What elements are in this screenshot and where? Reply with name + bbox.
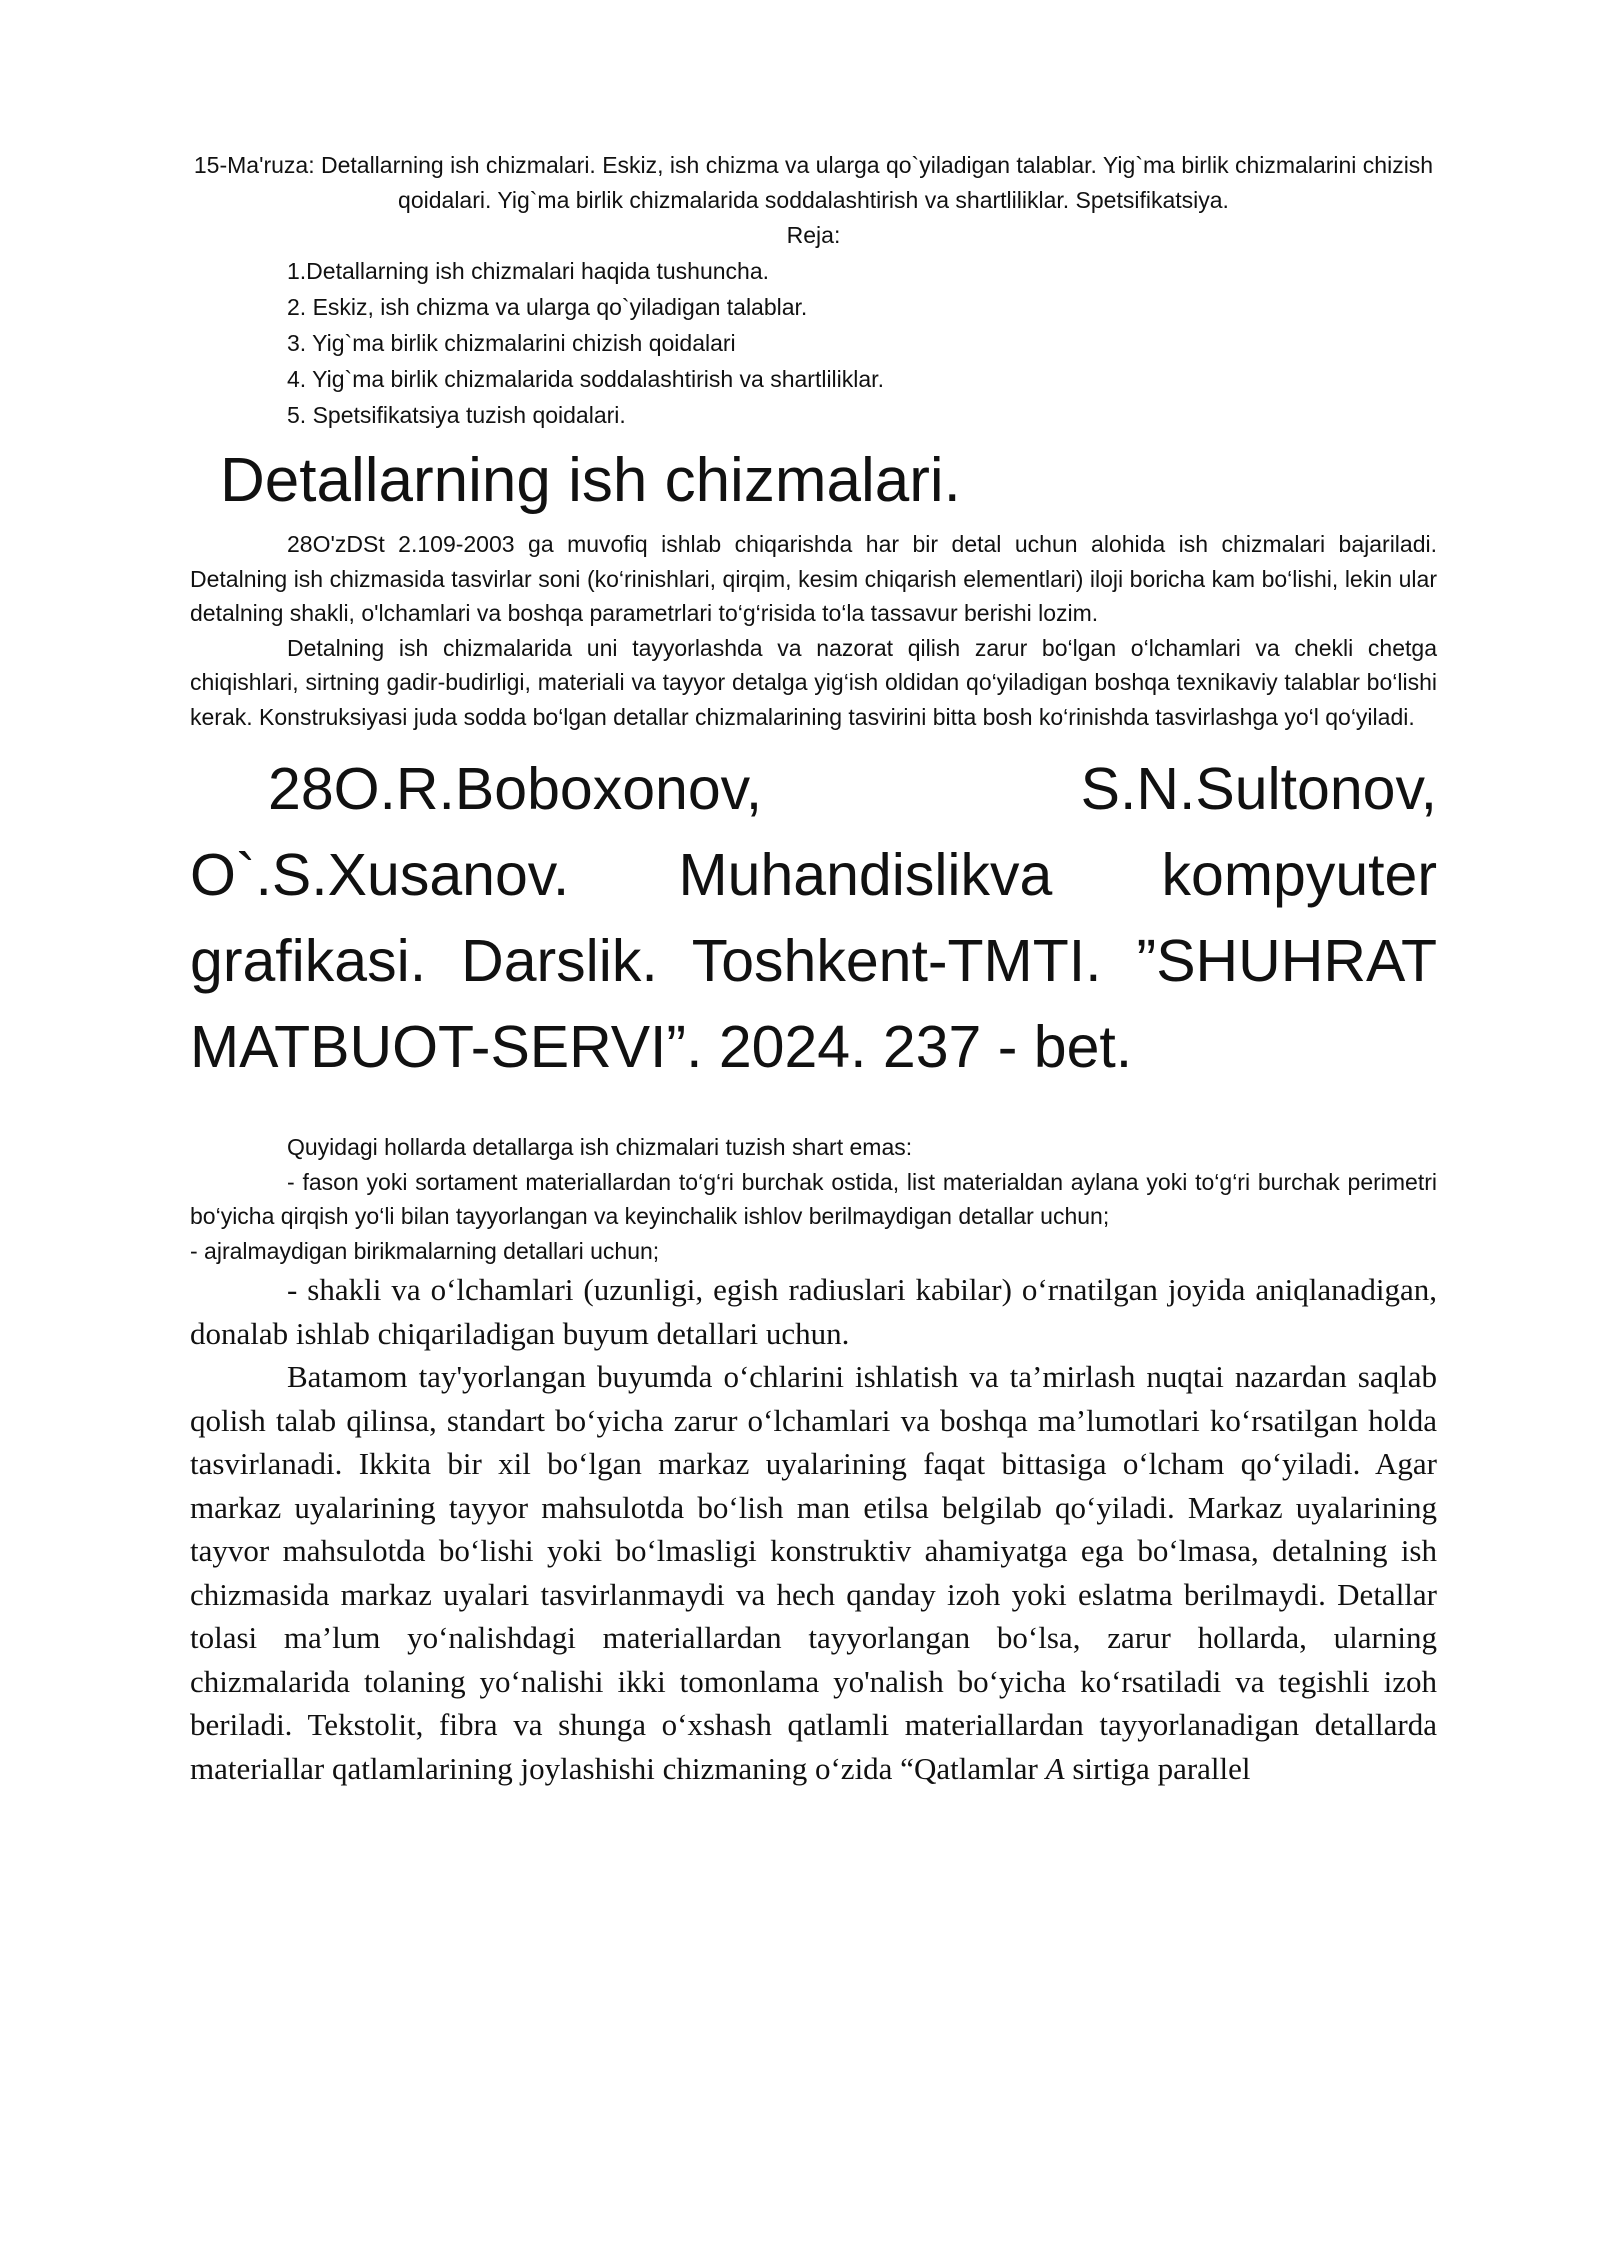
plan-item: 5. Spetsifikatsiya tuzish qoidalari. [287, 402, 626, 428]
reference-footnote: 28O.R.Boboxonov, S.N.Sultonov, O`.S.Xusanov. Muhandislikva kompyuter grafikasi. Darslik. Toshkent-TMTI. ”SHUHRAT MATBUOT-SERVI”. 2024. 237 - bet. [190, 756, 1437, 1080]
plan-heading: Reja: [786, 222, 841, 248]
plan-item: 1.Detallarning ish chizmalari haqida tushuncha. [287, 258, 770, 284]
paragraph-finished-product [190, 1355, 1437, 1790]
document-page [190, 148, 1437, 1790]
paragraph-standard: 28O'zDSt 2.109-2003 ga muvofiq ishlab chiqarishda har bir detal uchun alohida ish chizmalari bajariladi. Detalning ish chizmasida tasvirlar soni (ko‘rinishlari, qirqim, kesim chiqarish elementlari) iloji boricha kam bo‘lishi, lekin ular detalning shakli, o'lchamlari va boshqa parametrlari to‘g‘risida to‘la tassavur berishi lozim. [190, 531, 1437, 626]
plan-item: 4. Yig`ma birlik chizmalarida soddalashtirish va shartliliklar. [287, 366, 884, 392]
paragraph-text-end: sirtiga parallel [1072, 1750, 1251, 1786]
paragraph-requirements: Detalning ish chizmalarida uni tayyorlashda va nazorat qilish zarur bo‘lgan o‘lchamlari va chekli chetga chiqishlari, sirtning gadir-budirligi, materiali va tayyor detalga yig‘ish oldidan qo‘yiladigan boshqa texnikaviy talablar bo‘lishi kerak. Konstruksiyasi juda sodda bo‘lgan detallar chizmalarining tasvirini bitta bosh ko‘rinishda tasvirlashga yo‘l qo‘yiladi. [190, 634, 1437, 730]
plan-item: 3. Yig`ma birlik chizmalarini chizish qoidalari [287, 330, 736, 356]
plan-list [190, 253, 1437, 433]
section-heading: Detallarning ish chizmalari. [220, 446, 961, 515]
lecture-title: 15-Ma'ruza: Detallarning ish chizmalari. Eskiz, ish chizma va ularga qo`yiladigan talablar. Yig`ma birlik chizmalarini chizish qoidalari. Yig`ma birlik chizmalarida soddalashtirish va shartliliklar. Spetsifikatsiya. [193, 152, 1434, 213]
plan-item: 2. Eskiz, ish chizma va ularga qo`yiladigan talablar. [287, 294, 808, 320]
paragraph-exceptions-intro: Quyidagi hollarda detallarga ish chizmalari tuzish shart emas: [287, 1134, 913, 1160]
paragraph-text: Batamom tay'yorlangan buyumda o‘chlarini ishlatish va ta’mirlash nuqtai nazardan saqlab qolish talab qilinsa, standart bo‘yicha zarur o‘lchamlari va boshqa ma’lumotlari ko‘rsatilgan holda tasvirlanadi. Ikkita bir xil bo‘lgan markaz uyalarining faqat bittasiga o‘lcham qo‘yiladi. Agar markaz uyalarining tayyor mahsulotda bo‘lish man etilsa belgilab qo‘yiladi. Markaz uyalarining tayvor mahsulotda bo‘lishi yoki bo‘lmasligi konstruktiv ahamiyatga ega bo‘lmasa, detalning ish chizmasida markaz uyalari tasvirlanmaydi va hech qanday izoh yoki eslatma berilmaydi. Detallar tolasi ma’lum yo‘nalishdagi materiallardan tayyorlangan bo‘lsa, zarur hollarda, ularning chizmalarida tolaning yo‘nalishi ikki tomonlama yo'nalish bo‘yicha ko‘rsatiladi va tegishli izoh beriladi. Tekstolit, fibra va shunga o‘xshash qatlamli materiallardan tayyorlanadigan detallarda materiallar qatlamlarining joylashishi chizmaning o‘zida “Qatlamlar [190, 1359, 1437, 1786]
paragraph-exception-3: - shakli va o‘lchamlari (uzunligi, egish radiuslari kabilar) o‘rnatilgan joyida aniqlanadigan, donalab ishlab chiqariladigan buyum detallari uchun. [190, 1272, 1437, 1351]
paragraph-exception-1: - fason yoki sortament materiallardan to‘g‘ri burchak ostida, list materialdan aylana yoki to‘g‘ri burchak perimetri bo‘yicha qirqish yo‘li bilan tayyorlangan va keyinchalik ishlov berilmaydigan detallar uchun; [190, 1168, 1437, 1229]
italic-label: A [1045, 1750, 1065, 1786]
paragraph-exception-2: - ajralmaydigan birikmalarning detallari uchun; [190, 1237, 660, 1264]
